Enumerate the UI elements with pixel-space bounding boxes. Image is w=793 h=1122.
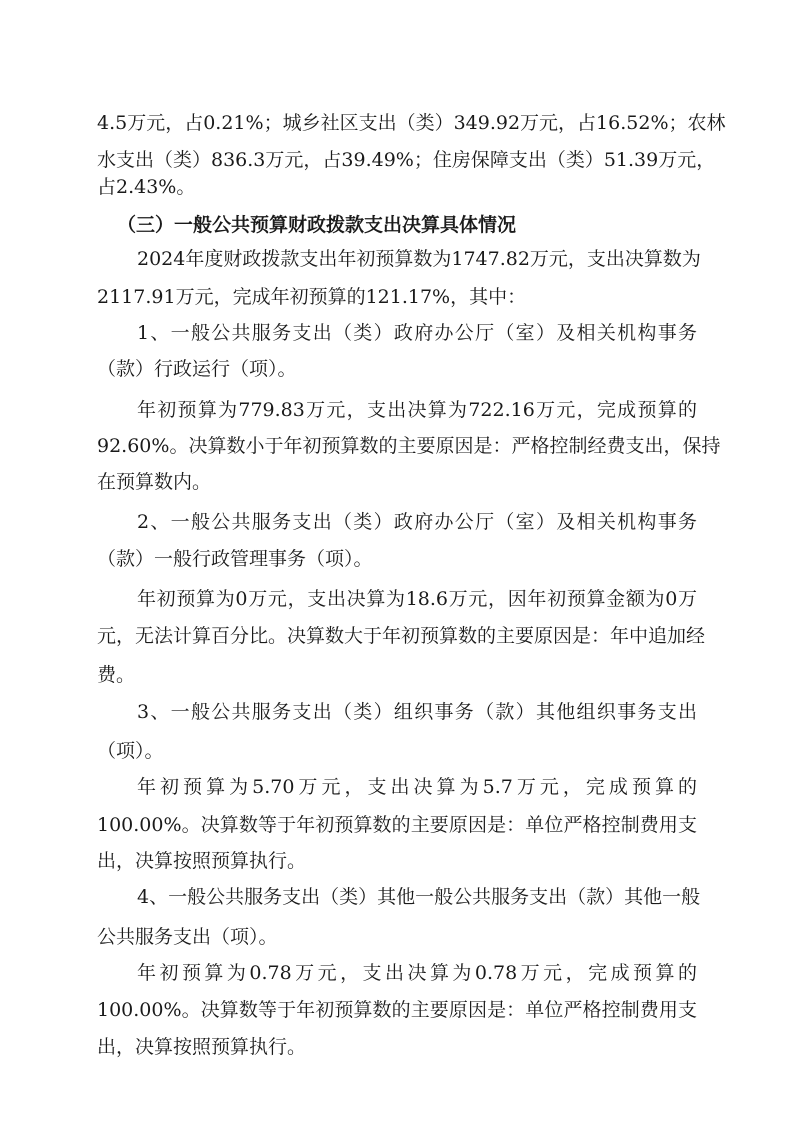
paragraph-line: 费。 xyxy=(97,664,136,686)
paragraph-line: 公共服务支出（项）。 xyxy=(97,926,278,948)
paragraph-line: 4、一般公共服务支出（类）其他一般公共服务支出（款）其他一般 xyxy=(137,886,701,908)
paragraph-line: 占2.43%。 xyxy=(97,176,196,198)
paragraph-line: 出，决算按照预算执行。 xyxy=(97,1036,307,1058)
paragraph-line: 3、一般公共服务支出（类）组织事务（款）其他组织事务支出 xyxy=(137,701,697,723)
paragraph-line: 100.00%。决算数等于年初预算数的主要原因是：单位严格控制费用支 xyxy=(97,814,697,836)
paragraph-line: 2、一般公共服务支出（类）政府办公厅（室）及相关机构事务 xyxy=(137,511,697,533)
paragraph-line: 1、一般公共服务支出（类）政府办公厅（室）及相关机构事务 xyxy=(137,322,697,344)
paragraph-line: （款）一般行政管理事务（项）。 xyxy=(97,548,373,570)
paragraph-line: 2024年度财政拨款支出年初预算数为1747.82万元，支出决算数为 xyxy=(137,248,701,270)
paragraph-line: 92.60%。决算数小于年初预算数的主要原因是：严格控制经费支出，保持 xyxy=(97,435,721,457)
paragraph-line: 水支出（类）836.3万元，占39.49%；住房保障支出（类）51.39万元， xyxy=(97,149,716,171)
paragraph-line: 在预算数内。 xyxy=(97,471,212,493)
paragraph-line: 年初预算为0.78万元，支出决算为0.78万元，完成预算的 xyxy=(137,962,697,984)
paragraph-line: 年初预算为5.70万元，支出决算为5.7万元，完成预算的 xyxy=(137,776,697,798)
paragraph-line: （款）行政运行（项）。 xyxy=(97,358,297,380)
paragraph-line: 4.5万元，占0.21%；城乡社区支出（类）349.92万元，占16.52%；农林 xyxy=(97,112,726,134)
paragraph-line: 元，无法计算百分比。决算数大于年初预算数的主要原因是：年中追加经 xyxy=(97,625,706,647)
section-heading: （三）一般公共预算财政拨款支出决算具体情况 xyxy=(117,214,517,236)
paragraph-line: 出，决算按照预算执行。 xyxy=(97,850,307,872)
paragraph-line: 2117.91万元，完成年初预算的121.17%，其中： xyxy=(97,286,527,308)
paragraph-line: 年初预算为779.83万元，支出决算为722.16万元，完成预算的 xyxy=(137,399,697,421)
paragraph-line: （项）。 xyxy=(97,740,164,762)
paragraph-line: 年初预算为0万元，支出决算为18.6万元，因年初预算金额为0万 xyxy=(137,588,697,610)
paragraph-line: 100.00%。决算数等于年初预算数的主要原因是：单位严格控制费用支 xyxy=(97,999,697,1021)
